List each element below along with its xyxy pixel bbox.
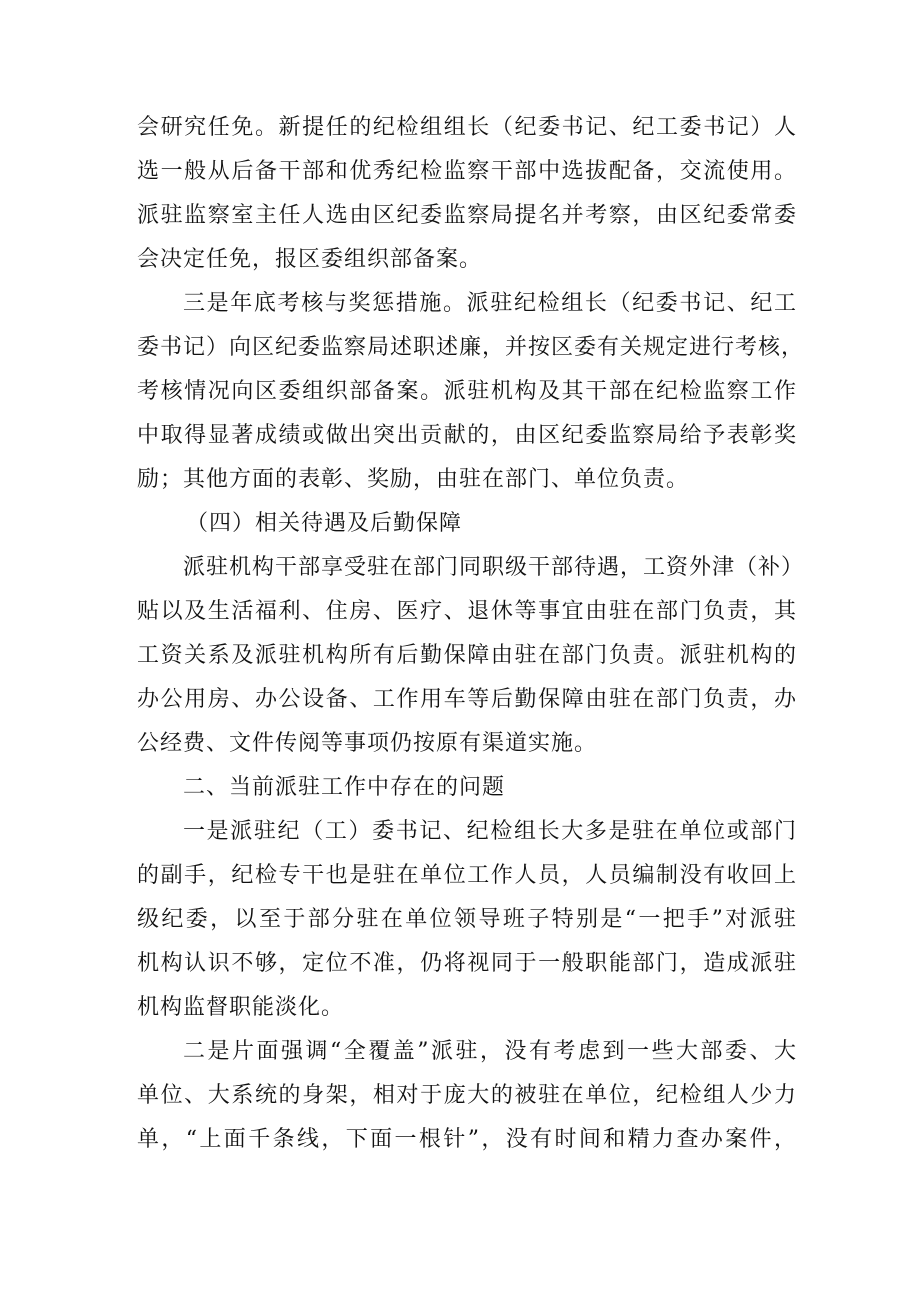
text-line: 委书记）向区纪委监察局述职述廉，并按区委有关规定进行考核， (137, 335, 805, 360)
text-line: 励；其他方面的表彰、奖励，由驻在部门、单位负责。 (137, 467, 690, 492)
text-line: 办公用房、办公设备、工作用车等后勤保障由驻在部门负责，办 (137, 687, 797, 712)
text-line: 贴以及生活福利、住房、医疗、退休等事宜由驻在部门负责，其 (137, 599, 797, 624)
text-line: 考核情况向区委组织部备案。派驻机构及其干部在纪检监察工作 (137, 379, 797, 404)
text-line: 的副手，纪检专干也是驻在单位工作人员，人员编制没有收回上 (137, 863, 797, 888)
text-line: 公经费、文件传阅等事项仍按原有渠道实施。 (137, 731, 598, 756)
text-line: 中取得显著成绩或做出突出贡献的，由区纪委监察局给予表彰奖 (137, 423, 797, 448)
text-line: 会研究任免。新提任的纪检组组长（纪委书记、纪工委书记）人 (137, 115, 797, 140)
text-line: 机构认识不够，定位不准，仍将视同于一般职能部门，造成派驻 (137, 951, 797, 976)
text-line: 单，“上面千条线，下面一根针”，没有时间和精力查办案件， (137, 1127, 797, 1152)
text-line: 二是片面强调“全覆盖”派驻，没有考虑到一些大部委、大 (183, 1039, 797, 1064)
text-line: 三是年底考核与奖惩措施。派驻纪检组长（纪委书记、纪工 (183, 291, 797, 316)
text-line: 一是派驻纪（工）委书记、纪检组长大多是驻在单位或部门 (183, 819, 797, 844)
text-line: 会决定任免，报区委组织部备案。 (137, 247, 483, 272)
text-line: 派驻监察室主任人选由区纪委监察局提名并考察，由区纪委常委 (137, 203, 797, 228)
section-heading: 二、当前派驻工作中存在的问题 (183, 775, 506, 800)
text-line: 选一般从后备干部和优秀纪检监察干部中选拔配备，交流使用。 (137, 159, 797, 184)
section-heading: （四）相关待遇及后勤保障 (186, 511, 463, 536)
text-line: 工资关系及派驻机构所有后勤保障由驻在部门负责。派驻机构的 (137, 643, 797, 668)
text-line: 派驻机构干部享受驻在部门同职级干部待遇，工资外津（补） (183, 555, 805, 580)
text-line: 级纪委，以至于部分驻在单位领导班子特别是“一把手”对派驻 (137, 907, 797, 932)
text-line: 单位、大系统的身架，相对于庞大的被驻在单位，纪检组人少力 (137, 1083, 797, 1108)
text-line: 机构监督职能淡化。 (137, 995, 345, 1020)
